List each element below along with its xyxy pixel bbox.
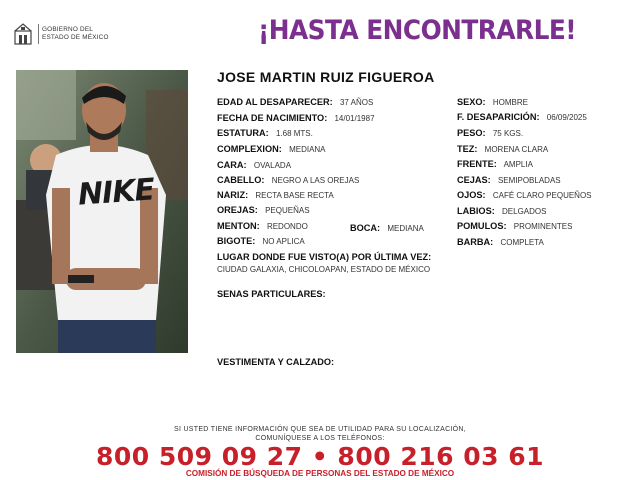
field-sexo-value: HOMBRE [492, 98, 528, 107]
field-boca-value: MEDIANA [387, 224, 424, 233]
headline: ¡HASTA ENCONTRARLE! [258, 15, 577, 46]
field-labios [457, 206, 546, 217]
field-desaparicion [457, 112, 587, 123]
field-ojos [457, 190, 592, 201]
field-labios-label: LABIOS: [457, 206, 495, 216]
logo-text [42, 26, 109, 42]
field-barba-value: COMPLETA [500, 238, 544, 247]
commission-name: COMISIÓN DE BÚSQUEDA DE PERSONAS DEL ESTADO DE MÉXICO [185, 469, 455, 478]
field-peso-label: PESO: [457, 128, 486, 138]
person-name: JOSE MARTIN RUIZ FIGUEROA [217, 69, 435, 85]
phone-numbers: 800 509 09 27 • 800 216 03 61 [95, 442, 544, 471]
government-logo [12, 22, 122, 48]
field-estatura-value: 1.68 MTS. [275, 129, 313, 138]
field-cejas-value: SEMIPOBLADAS [497, 176, 561, 185]
field-frente [457, 159, 533, 170]
field-sexo [457, 97, 528, 108]
field-cejas-label: CEJAS: [457, 175, 491, 185]
field-nariz [217, 190, 334, 201]
info-line-2: COMUNÍQUESE A LOS TELÉFONOS: [255, 435, 385, 442]
field-cabello [217, 175, 359, 186]
field-menton [217, 221, 308, 232]
field-pomulos-value: PROMINENTES [513, 222, 573, 231]
field-orejas-label: OREJAS: [217, 205, 258, 215]
field-orejas-value: PEQUEÑAS [265, 206, 310, 215]
shirt-logo-text: NIKE [76, 172, 156, 213]
field-edad-label: EDAD AL DESAPARECER: [217, 97, 333, 107]
field-frente-value: AMPLIA [503, 160, 533, 169]
field-pomulos-label: POMULOS: [457, 221, 507, 231]
field-tez [457, 144, 548, 155]
field-bigote-value: NO APLICA [262, 237, 305, 246]
logo-line-1: GOBIERNO DEL [42, 26, 94, 33]
photo-illustration [16, 70, 188, 353]
field-nacimiento-value: 14/01/1987 [334, 114, 375, 123]
field-pomulos [457, 221, 572, 232]
info-line-1: SI USTED TIENE INFORMACIÓN QUE SEA DE UTILIDAD PARA SU LOCALIZACIÓN, [173, 426, 467, 433]
person-photo [16, 70, 188, 353]
logo-divider [38, 24, 39, 44]
field-cara-label: CARA: [217, 160, 247, 170]
field-boca [350, 223, 424, 234]
last-seen-label: LUGAR DONDE FUE VISTO(A) POR ÚLTIMA VEZ: [217, 252, 432, 262]
field-complexion-value: MEDIANA [289, 145, 326, 154]
field-tez-value: MORENA CLARA [484, 145, 549, 154]
logo-line-2: ESTADO DE MÉXICO [42, 34, 109, 41]
field-cara [217, 160, 291, 171]
field-boca-label: BOCA: [350, 223, 381, 233]
field-cabello-value: NEGRO A LAS OREJAS [271, 176, 360, 185]
field-cara-value: OVALADA [253, 161, 292, 170]
field-barba [457, 237, 544, 248]
field-estatura-label: ESTATURA: [217, 128, 269, 138]
field-edad-value: 37 AÑOS [339, 98, 374, 107]
field-nacimiento-label: FECHA DE NACIMIENTO: [217, 113, 328, 123]
field-bigote-label: BIGOTE: [217, 236, 256, 246]
field-cabello-label: CABELLO: [217, 175, 265, 185]
field-peso-value: 75 KGS. [492, 129, 524, 138]
field-bigote [217, 236, 305, 247]
field-ojos-value: CAFÉ CLARO PEQUEÑOS [492, 191, 592, 200]
field-complexion [217, 144, 326, 155]
field-menton-label: MENTON: [217, 221, 260, 231]
state-seal-icon [12, 22, 34, 46]
field-edad [217, 97, 373, 108]
field-desaparicion-label: F. DESAPARICIÓN: [457, 112, 540, 122]
field-complexion-label: COMPLEXION: [217, 144, 282, 154]
last-seen-value: CIUDAD GALAXIA, CHICOLOAPAN, ESTADO DE MÉXICO [217, 265, 431, 274]
field-ojos-label: OJOS: [457, 190, 486, 200]
field-nariz-value: RECTA BASE RECTA [255, 191, 334, 200]
field-frente-label: FRENTE: [457, 159, 497, 169]
senas-particulares-label: SENAS PARTICULARES: [217, 289, 326, 299]
field-cejas [457, 175, 561, 186]
field-peso [457, 128, 523, 139]
field-barba-label: BARBA: [457, 237, 494, 247]
field-tez-label: TEZ: [457, 144, 478, 154]
field-sexo-label: SEXO: [457, 97, 486, 107]
field-desaparicion-value: 06/09/2025 [546, 113, 587, 122]
field-labios-value: DELGADOS [502, 207, 547, 216]
field-estatura [217, 128, 313, 139]
field-nariz-label: NARIZ: [217, 190, 249, 200]
field-nacimiento [217, 113, 375, 124]
field-orejas [217, 205, 310, 216]
vestimenta-label: VESTIMENTA Y CALZADO: [217, 357, 335, 367]
field-menton-value: REDONDO [266, 222, 308, 231]
